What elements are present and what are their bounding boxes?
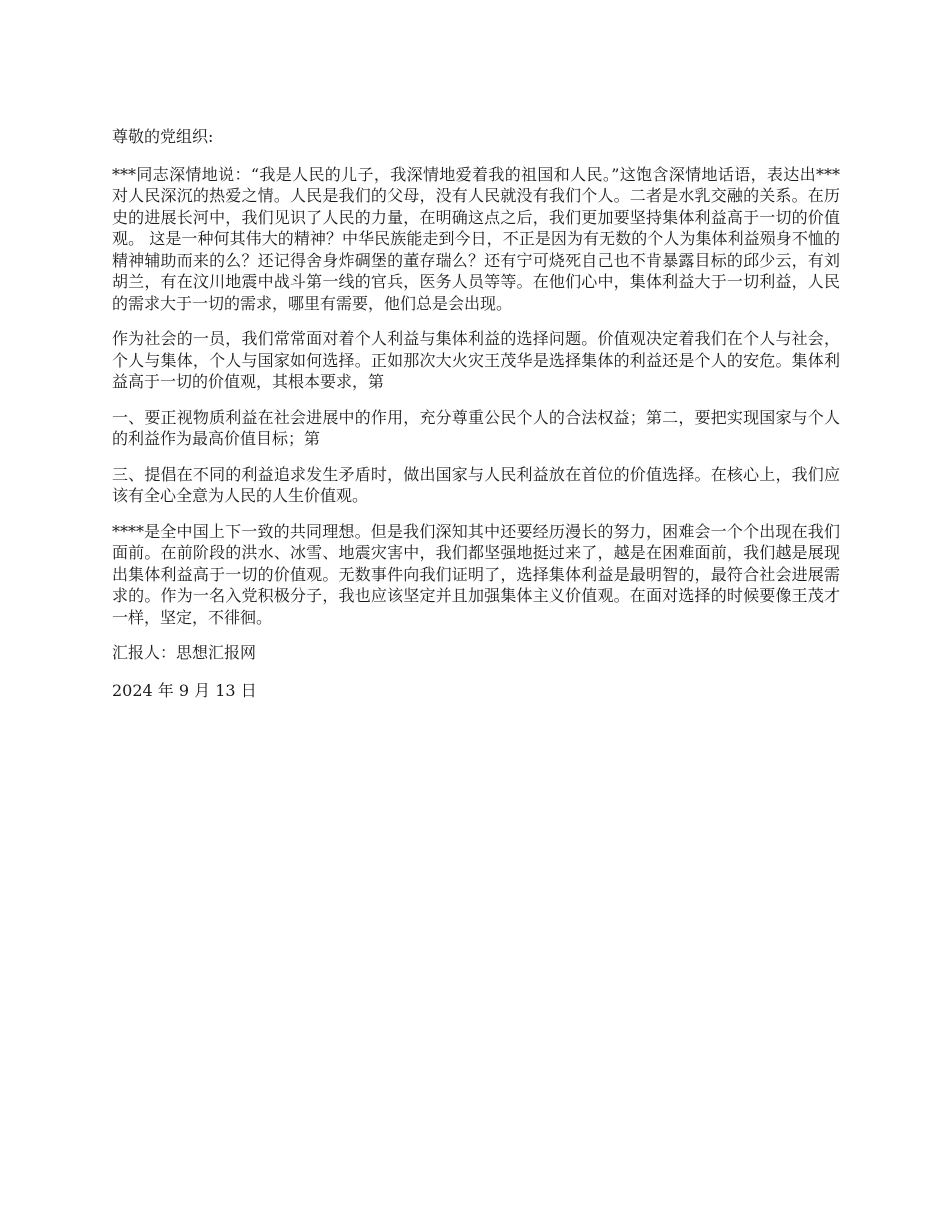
report-date: 2024 年 9 月 13 日 — [112, 680, 257, 700]
paragraph-4: 三、提倡在不同的利益追求发生矛盾时，做出国家与人民利益放在首位的价值选择。在核心上，我们应该有全心全意为人民的人生价值观。 — [112, 464, 840, 505]
paragraph-5: ****是全中国上下一致的共同理想。但是我们深知其中还要经历漫长的努力，困难会一个个出现在我们面前。在前阶段的洪水、冰雪、地震灾害中，我们都坚强地挺过来了，越是在困难面前，我们越是展现出集体利益高于一切的价值观。无数事件向我们证明了，选择集体利益是最明智的，最符合社会进展需求的。作为一名入党积极分子，我也应该坚定并且加强集体主义价值观。在面对选择的时候要像王茂才一样，坚定，不徘徊。 — [112, 521, 840, 627]
paragraph-2: 作为社会的一员，我们常常面对着个人利益与集体利益的选择问题。价值观决定着我们在个人与社会，个人与集体，个人与国家如何选择。正如那次大火灾王茂华是选择集体的利益还是个人的安危。集体利益高于一切的价值观，其根本要求，第 — [112, 329, 840, 391]
paragraph-3: 一、要正视物质利益在社会进展中的作用，充分尊重公民个人的合法权益；第二，要把实现国家与个人的利益作为最高价值目标；第 — [112, 407, 840, 448]
signature: 汇报人：思想汇报网 — [112, 643, 257, 662]
paragraph-1: ***同志深情地说：“我是人民的儿子，我深情地爱着我的祖国和人民。”这饱含深情地话语，表达出***对人民深沉的热爱之情。人民是我们的父母，没有人民就没有我们个人。二者是水乳交融的关系。在历史的进展长河中，我们见识了人民的力量，在明确这点之后，我们更加要坚持集体利益高于一切的价值观。 这是一种何其伟大的精神？中华民族能走到今日，不正是因为有无数的个人为集体利益殒身不恤的精神辅助而来的么？还记得舍身炸碉堡的董存瑞么？还有宁可烧死自己也不肯暴露目标的邱少云，有刘胡兰，有在汶川地震中战斗第一线的官兵，医务人员等等。在他们心中，集体利益大于一切利益，人民的需求大于一切的需求，哪里有需要，他们总是会出现。 — [112, 164, 840, 313]
greeting: 尊敬的党组织: — [112, 127, 214, 146]
document-page — [112, 126, 840, 715]
